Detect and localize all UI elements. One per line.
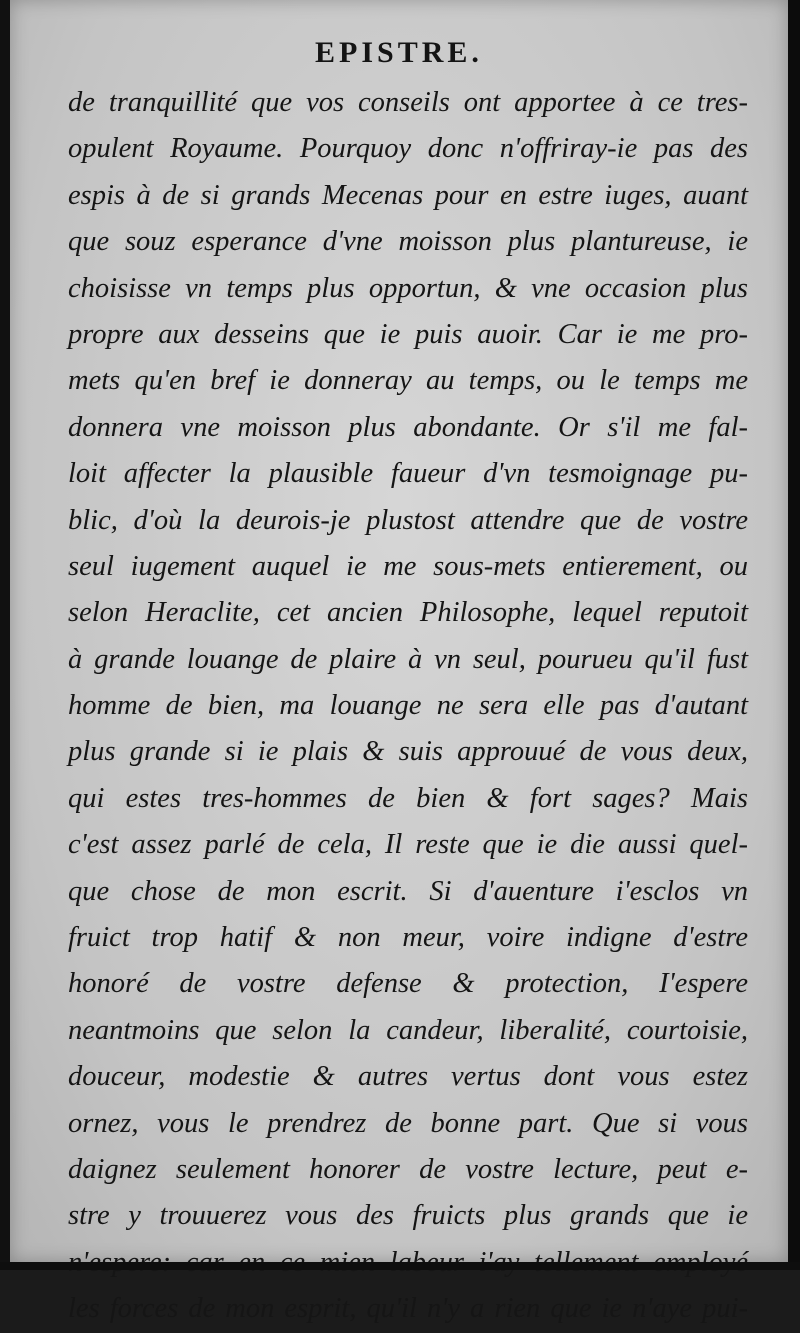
book-page	[10, 0, 788, 1325]
text-line: que souz esperance d'vne moisson plus plantureuse, ie	[68, 226, 748, 258]
body-text	[68, 80, 748, 1333]
text-line: à grande louange de plaire à vn seul, pourueu qu'il fust	[68, 643, 748, 675]
text-line: espis à de si grands Mecenas pour en estre iuges, auant	[68, 179, 748, 211]
text-line: stre y trouuerez vous des fruicts plus grands que ie	[68, 1200, 748, 1232]
text-line: qui estes tres-hommes de bien & fort sages? Mais	[68, 782, 748, 814]
left-binding-shadow	[0, 0, 10, 1270]
text-line: plus grande si ie plais & suis approuué de vous deux,	[68, 736, 748, 768]
text-line: selon Heraclite, cet ancien Philosophe, lequel reputoit	[68, 597, 748, 629]
text-line: loit affecter la plausible faueur d'vn tesmoignage pu-	[68, 458, 748, 490]
text-line: seul iugement auquel ie me sous-mets entierement, ou	[68, 550, 748, 582]
text-line: opulent Royaume. Pourquoy donc n'offriray-ie pas des	[68, 133, 748, 165]
text-line: homme de bien, ma louange ne sera elle pas d'autant	[68, 690, 748, 722]
text-line: c'est assez parlé de cela, Il reste que ie die aussi quel-	[68, 829, 748, 861]
text-line: douceur, modestie & autres vertus dont vous estez	[68, 1061, 748, 1093]
text-line: fruict trop hatif & non meur, voire indigne d'estre	[68, 922, 748, 954]
text-line: les forces de mon esprit, qu'il n'y a rien que ie n'aye pui-	[68, 1293, 748, 1325]
text-line: blic, d'où la deurois-je plustost attendre que de vostre	[68, 504, 748, 536]
text-line: choisisse vn temps plus opportun, & vne occasion plus	[68, 272, 748, 304]
text-line: de tranquillité que vos conseils ont apportee à ce tres-	[68, 87, 748, 118]
text-line: donnera vne moisson plus abondante. Or s'il me fal-	[68, 411, 748, 443]
text-line: mets qu'en bref ie donneray au temps, ou le temps me	[68, 365, 748, 397]
right-page-edge	[788, 0, 800, 1270]
text-line: neantmoins que selon la candeur, liberalité, courtoisie,	[68, 1014, 748, 1046]
text-line: ornez, vous le prendrez de bonne part. Que si vous	[68, 1107, 748, 1139]
running-head: EPISTRE.	[315, 36, 483, 69]
text-line: honoré de vostre defense & protection, I'espere	[68, 968, 748, 1000]
text-line: que chose de mon escrit. Si d'auenture i'esclos vn	[68, 875, 748, 907]
bottom-page-edge	[0, 1262, 800, 1270]
text-line: propre aux desseins que ie puis auoir. Car ie me pro-	[68, 318, 748, 350]
text-line: daignez seulement honorer de vostre lecture, peut e-	[68, 1153, 748, 1185]
